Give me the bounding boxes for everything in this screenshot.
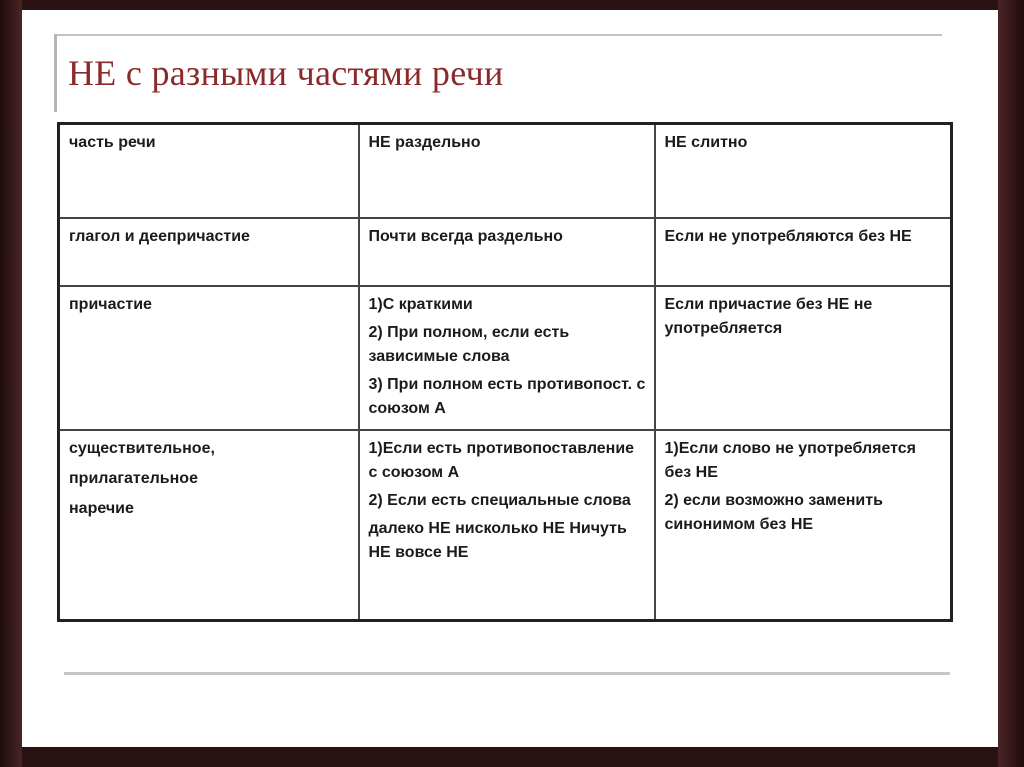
cell-together xyxy=(655,286,952,430)
cell-part xyxy=(59,218,359,286)
header-together: НЕ слитно xyxy=(655,124,952,219)
cell-together xyxy=(655,430,952,621)
cell-text: Если не употребляются без НЕ xyxy=(664,228,912,245)
cell-text: наречие xyxy=(69,500,134,517)
table-header-row xyxy=(59,124,952,219)
header-part: часть речи xyxy=(59,124,359,219)
cell-separate xyxy=(359,218,655,286)
frame-top xyxy=(0,0,1024,10)
bottom-divider xyxy=(64,672,950,675)
left-accent-line xyxy=(54,34,57,112)
frame-bottom xyxy=(0,747,1024,767)
cell-text: причастие xyxy=(69,296,152,313)
table-row xyxy=(59,430,952,621)
cell-text: существительное, xyxy=(69,440,215,457)
cell-text: Если причастие без НЕ не употребляется xyxy=(664,296,873,337)
cell-separate xyxy=(359,286,655,430)
cell-text: 1)Если есть противопоставление с союзом А xyxy=(368,440,635,481)
slide xyxy=(22,10,998,747)
cell-text: 2) Если есть специальные слова xyxy=(368,492,631,509)
table-row xyxy=(59,286,952,430)
cell-text: Почти всегда раздельно xyxy=(368,228,563,245)
cell-text: 2) если возможно заменить синонимом без НЕ xyxy=(664,492,883,533)
cell-part xyxy=(59,286,359,430)
cell-text: прилагательное xyxy=(69,470,198,487)
cell-part xyxy=(59,430,359,621)
rules-table xyxy=(57,122,953,622)
cell-text: далеко НЕ нисколько НЕ Ничуть НЕ вовсе НЕ xyxy=(368,520,627,561)
cell-together xyxy=(655,218,952,286)
cell-text: 2) При полном, если есть зависимые слова xyxy=(368,324,570,365)
frame-left xyxy=(0,0,22,767)
cell-text: 1)Если слово не употребляется без НЕ xyxy=(664,440,916,481)
top-divider xyxy=(54,34,942,36)
cell-text: 1)С краткими xyxy=(368,296,473,313)
cell-separate xyxy=(359,430,655,621)
table-row xyxy=(59,218,952,286)
cell-text: глагол и деепричастие xyxy=(69,228,250,245)
slide-title: НЕ с разными частями речи xyxy=(68,53,504,93)
frame-right xyxy=(998,0,1024,767)
header-separate: НЕ раздельно xyxy=(359,124,655,219)
cell-text: 3) При полном есть противопост. с союзом А xyxy=(368,376,646,417)
